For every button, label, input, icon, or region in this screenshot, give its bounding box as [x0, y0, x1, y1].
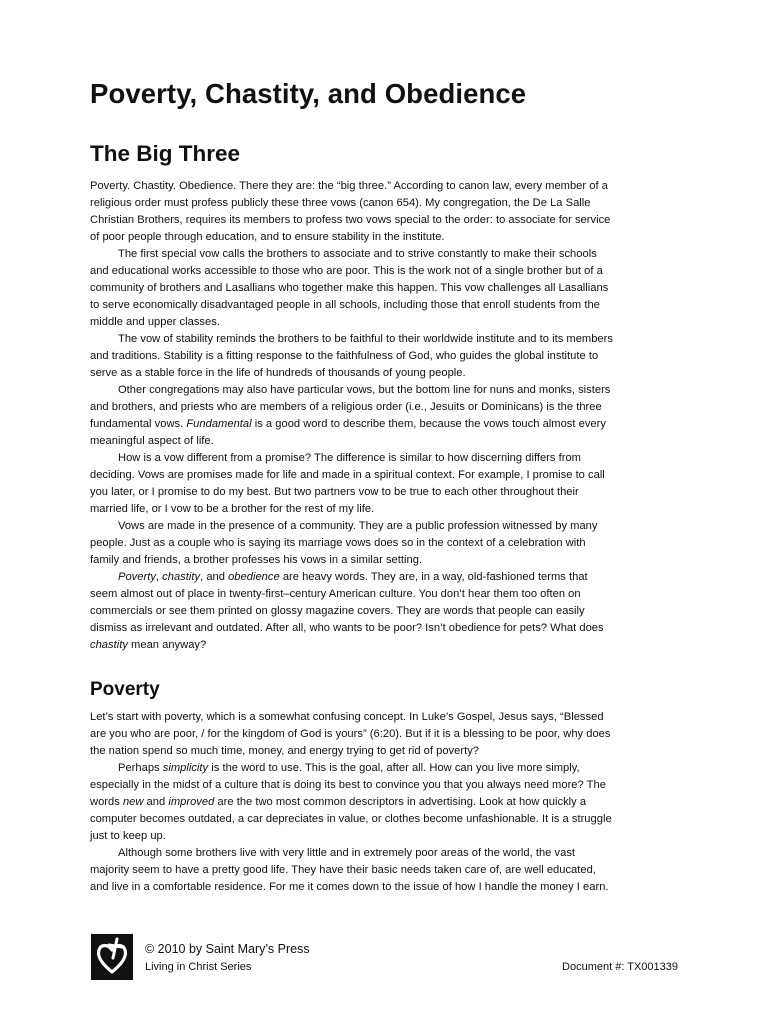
- text-segment: especially in the midst of a culture that is doing its best to convince you that you always need more? The: [90, 779, 606, 791]
- text-line: [90, 229, 690, 246]
- text-segment: mean anyway?: [127, 639, 207, 651]
- text-segment: Vows are made in the presence of a community. They are a public profession witnessed by many: [118, 520, 598, 532]
- page-title: Poverty, Chastity, and Obedience: [90, 78, 527, 109]
- text-line: [90, 484, 690, 501]
- text-segment: and traditions. Stability is a fitting response to the faithfulness of God, who guides the global institute to: [90, 350, 599, 362]
- text-segment: to serve economically disadvantaged people in all schools, including those that enroll students from the: [90, 299, 600, 311]
- text-line: [90, 178, 690, 195]
- text-segment: Poverty. Chastity. Obedience. There they are: the “big three.” According to canon law, every member of a: [90, 180, 608, 192]
- text-segment: married life, or I vow to be a brother for the rest of my life.: [90, 503, 375, 515]
- text-line: [90, 382, 690, 399]
- text-line: [90, 620, 690, 637]
- text-line: [90, 399, 690, 416]
- text-segment: Christian Brothers, requires its members to profess two vows special to the order: to associate for service: [90, 214, 611, 226]
- text-line: [90, 828, 690, 845]
- text-segment: ,: [155, 571, 163, 583]
- italic-text: new: [122, 796, 144, 808]
- text-line: [90, 195, 690, 212]
- text-line: [90, 794, 690, 811]
- text-line: [90, 297, 690, 314]
- text-line: [90, 879, 690, 896]
- text-line: [90, 467, 690, 484]
- text-line: [90, 637, 690, 654]
- document-number: Document #: TX001339: [562, 961, 678, 973]
- text-segment: seem almost out of place in twenty-first–century American culture. You don’t hear them too often on: [90, 588, 581, 600]
- text-segment: people. Just as a couple who is saying its marriage vows does so in the context of a celebration with: [90, 537, 586, 549]
- text-line: [90, 586, 690, 603]
- text-line: [90, 263, 690, 280]
- text-segment: are you who are poor, / for the kingdom of God is yours” (6:20). But if it is a blessing to be poor, why does: [90, 728, 611, 740]
- text-line: [90, 862, 690, 879]
- section-body-poverty: [90, 709, 690, 896]
- italic-text: Fundamental: [186, 418, 252, 430]
- text-line: [90, 709, 690, 726]
- text-segment: , and: [200, 571, 229, 583]
- text-line: [90, 416, 690, 433]
- italic-text: improved: [168, 796, 215, 808]
- section-heading-big-three: The Big Three: [90, 141, 241, 166]
- text-segment: are heavy words. They are, in a way, old-fashioned terms that: [279, 571, 588, 583]
- text-segment: The vow of stability reminds the brothers to be faithful to their worldwide institute and to its members: [118, 333, 613, 345]
- text-segment: you later, or I promise to do my best. But two partners vow to be true to each other throughout their: [90, 486, 579, 498]
- text-segment: Let’s start with poverty, which is a somewhat confusing concept. In Luke’s Gospel, Jesus says, “Blessed: [90, 711, 604, 723]
- page-footer: [0, 930, 768, 990]
- text-line: [90, 433, 690, 450]
- text-line: [90, 348, 690, 365]
- heart-cross-logo-icon: [91, 934, 133, 980]
- section-body-big-three: [90, 178, 690, 654]
- text-segment: serve as a stable force in the life of hundreds of thousands of young people.: [90, 367, 466, 379]
- text-line: [90, 450, 690, 467]
- text-line: [90, 212, 690, 229]
- text-line: [90, 760, 690, 777]
- section-heading-poverty: Poverty: [90, 679, 160, 700]
- italic-text: Poverty: [118, 571, 156, 583]
- text-segment: is a good word to describe them, because the vows touch almost every: [251, 418, 606, 430]
- italic-text: simplicity: [162, 762, 209, 774]
- text-segment: and live in a comfortable residence. For me it comes down to the issue of how I handle the money I earn.: [90, 881, 609, 893]
- text-line: [90, 811, 690, 828]
- text-line: [90, 552, 690, 569]
- text-segment: commercials or see them printed on glossy magazine covers. They are words that people can easily: [90, 605, 585, 617]
- text-segment: computer becomes outdated, a car depreciates in value, or clothes become unfashionable. It is a struggle: [90, 813, 612, 825]
- text-line: [90, 246, 690, 263]
- text-line: [90, 518, 690, 535]
- text-line: [90, 603, 690, 620]
- text-segment: The first special vow calls the brothers to associate and to strive constantly to make their schools: [118, 248, 597, 260]
- italic-text: obedience: [228, 571, 280, 583]
- text-segment: is the word to use. This is the goal, after all. How can you live more simply,: [208, 762, 580, 774]
- text-segment: Although some brothers live with very little and in extremely poor areas of the world, the vast: [118, 847, 576, 859]
- text-segment: and educational works accessible to those who are poor. This is the work not of a single brother but of a: [90, 265, 603, 277]
- text-segment: deciding. Vows are promises made for life and made in a spiritual context. For example, I promise to call: [90, 469, 605, 481]
- text-segment: and brothers, and priests who are members of a religious order (i.e., Jesuits or Dominicans) is the three: [90, 401, 602, 413]
- text-segment: community of brothers and Lasallians who together make this happen. This vow challenges all Lasallians: [90, 282, 609, 294]
- text-line: [90, 743, 690, 760]
- text-line: [90, 280, 690, 297]
- text-line: [90, 365, 690, 382]
- text-line: [90, 726, 690, 743]
- italic-text: chastity: [162, 571, 201, 583]
- text-segment: the nation spend so much time, money, and energy trying to get rid of poverty?: [90, 745, 480, 757]
- italic-text: chastity: [90, 639, 128, 651]
- text-segment: middle and upper classes.: [90, 316, 220, 328]
- text-segment: family and friends, a brother professes his vows in a similar setting.: [90, 554, 423, 566]
- text-line: [90, 314, 690, 331]
- text-segment: dismiss as irrelevant and outdated. After all, who wants to be poor? Isn’t obedience for pets? What does: [90, 622, 604, 634]
- text-segment: are the two most common descriptors in advertising. Look at how quickly a: [214, 796, 587, 808]
- text-segment: just to keep up.: [90, 830, 166, 842]
- text-segment: and: [143, 796, 169, 808]
- text-line: [90, 535, 690, 552]
- text-segment: Perhaps: [118, 762, 163, 774]
- text-line: [90, 777, 690, 794]
- series-name: Living in Christ Series: [145, 961, 252, 973]
- text-segment: words: [90, 796, 123, 808]
- text-segment: of poor people through education, and to ensure stability in the institute.: [90, 231, 445, 243]
- text-segment: majority seem to have a pretty good life. They have their basic needs taken care of, are well educated,: [90, 864, 596, 876]
- text-line: [90, 331, 690, 348]
- text-segment: meaningful aspect of life.: [90, 435, 214, 447]
- text-line: [90, 569, 690, 586]
- copyright-text: © 2010 by Saint Mary’s Press: [145, 942, 310, 956]
- text-segment: fundamental vows.: [90, 418, 187, 430]
- text-segment: religious order must profess publicly these three vows (canon 654). My congregation, the De La Salle: [90, 197, 591, 209]
- text-line: [90, 845, 690, 862]
- text-segment: How is a vow different from a promise? The difference is similar to how discerning differs from: [118, 452, 581, 464]
- text-segment: Other congregations may also have particular vows, but the bottom line for nuns and monks, sisters: [118, 384, 611, 396]
- text-line: [90, 501, 690, 518]
